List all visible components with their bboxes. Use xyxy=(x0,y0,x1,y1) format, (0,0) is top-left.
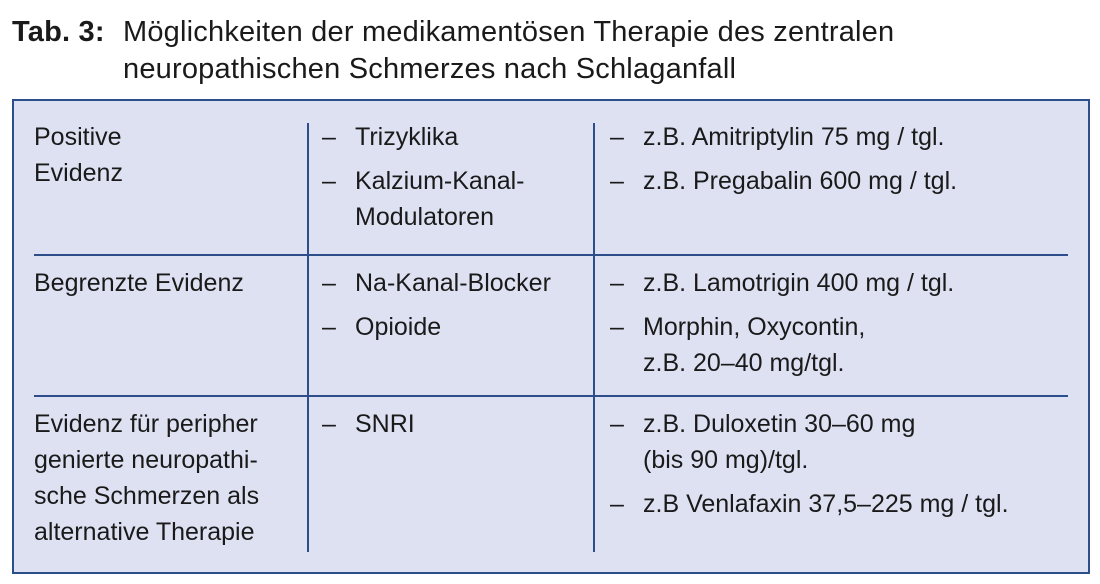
drug-class-cell xyxy=(322,406,592,450)
bullet-dash: – xyxy=(322,167,336,195)
evidence-line: alternative Therapie xyxy=(34,518,255,546)
drug-class-cell xyxy=(322,265,592,353)
drug-class-cell xyxy=(322,119,592,243)
column-divider-2-row-3 xyxy=(593,397,595,552)
example-text: z.B. 20–40 mg/tgl. xyxy=(643,349,845,377)
drug-class-item xyxy=(322,265,592,301)
bullet-dash: – xyxy=(610,167,624,195)
example-text: Morphin, Oxycontin, xyxy=(643,313,866,341)
caption-title-part-1: Möglichkeiten der medikamentösen Therapie des zentralen xyxy=(123,16,895,48)
bullet-dash: – xyxy=(610,123,624,151)
drug-class-text: Na-Kanal-Blocker xyxy=(355,269,551,297)
column-divider-1-row-3 xyxy=(307,397,309,552)
therapy-table xyxy=(12,99,1090,574)
column-divider-1-row-2 xyxy=(307,256,309,396)
example-cell xyxy=(610,119,1080,207)
caption-line-1 xyxy=(12,14,1092,51)
drug-class-item xyxy=(322,309,592,345)
example-cell xyxy=(610,265,1080,389)
evidence-cell xyxy=(34,406,302,550)
example-text: z.B Venlafaxin 37,5–225 mg / tgl. xyxy=(643,490,1009,518)
drug-class-text: Opioide xyxy=(355,313,442,341)
example-text: z.B. Amitriptylin 75 mg / tgl. xyxy=(643,123,945,151)
bullet-dash: – xyxy=(610,490,624,518)
bullet-dash: – xyxy=(322,269,336,297)
bullet-dash: – xyxy=(322,313,336,341)
example-item xyxy=(610,406,1080,478)
evidence-cell xyxy=(34,265,302,301)
example-item xyxy=(610,309,1080,381)
caption-title-part-2: neuropathischen Schmerzes nach Schlaganfall xyxy=(123,53,737,85)
example-item xyxy=(610,265,1080,301)
drug-class-text: Modulatoren xyxy=(355,203,494,231)
drug-class-item xyxy=(322,119,592,155)
example-text: z.B. Lamotrigin 400 mg / tgl. xyxy=(643,269,955,297)
drug-class-text: Trizyklika xyxy=(355,123,459,151)
column-divider-2-row-2 xyxy=(593,256,595,396)
evidence-line: Evidenz xyxy=(34,159,123,187)
drug-class-text: Kalzium-Kanal- xyxy=(355,167,525,195)
example-text: z.B. Duloxetin 30–60 mg xyxy=(643,410,916,438)
bullet-dash: – xyxy=(322,123,336,151)
evidence-line: genierte neuropathi- xyxy=(34,446,258,474)
bullet-dash: – xyxy=(610,313,624,341)
example-item xyxy=(610,163,1080,199)
example-item xyxy=(610,119,1080,155)
row-divider-1 xyxy=(34,254,1068,256)
column-divider-1-row-1 xyxy=(307,123,309,255)
example-cell xyxy=(610,406,1080,530)
bullet-dash: – xyxy=(610,269,624,297)
table-caption xyxy=(12,14,1092,88)
drug-class-item xyxy=(322,163,592,235)
bullet-dash: – xyxy=(610,410,624,438)
bullet-dash: – xyxy=(322,410,336,438)
column-divider-2-row-1 xyxy=(593,123,595,255)
row-divider-2 xyxy=(34,395,1068,397)
example-item xyxy=(610,486,1080,522)
drug-class-text: SNRI xyxy=(355,410,415,438)
evidence-line: Begrenzte Evidenz xyxy=(34,269,244,297)
drug-class-item xyxy=(322,406,592,442)
example-text: z.B. Pregabalin 600 mg / tgl. xyxy=(643,167,958,195)
evidence-line: sche Schmerzen als xyxy=(34,482,260,510)
evidence-cell xyxy=(34,119,302,191)
caption-label: Tab. 3: xyxy=(12,16,105,48)
evidence-line: Evidenz für peripher xyxy=(34,410,258,438)
evidence-line: Positive xyxy=(34,123,122,151)
example-text: (bis 90 mg)/tgl. xyxy=(643,446,809,474)
